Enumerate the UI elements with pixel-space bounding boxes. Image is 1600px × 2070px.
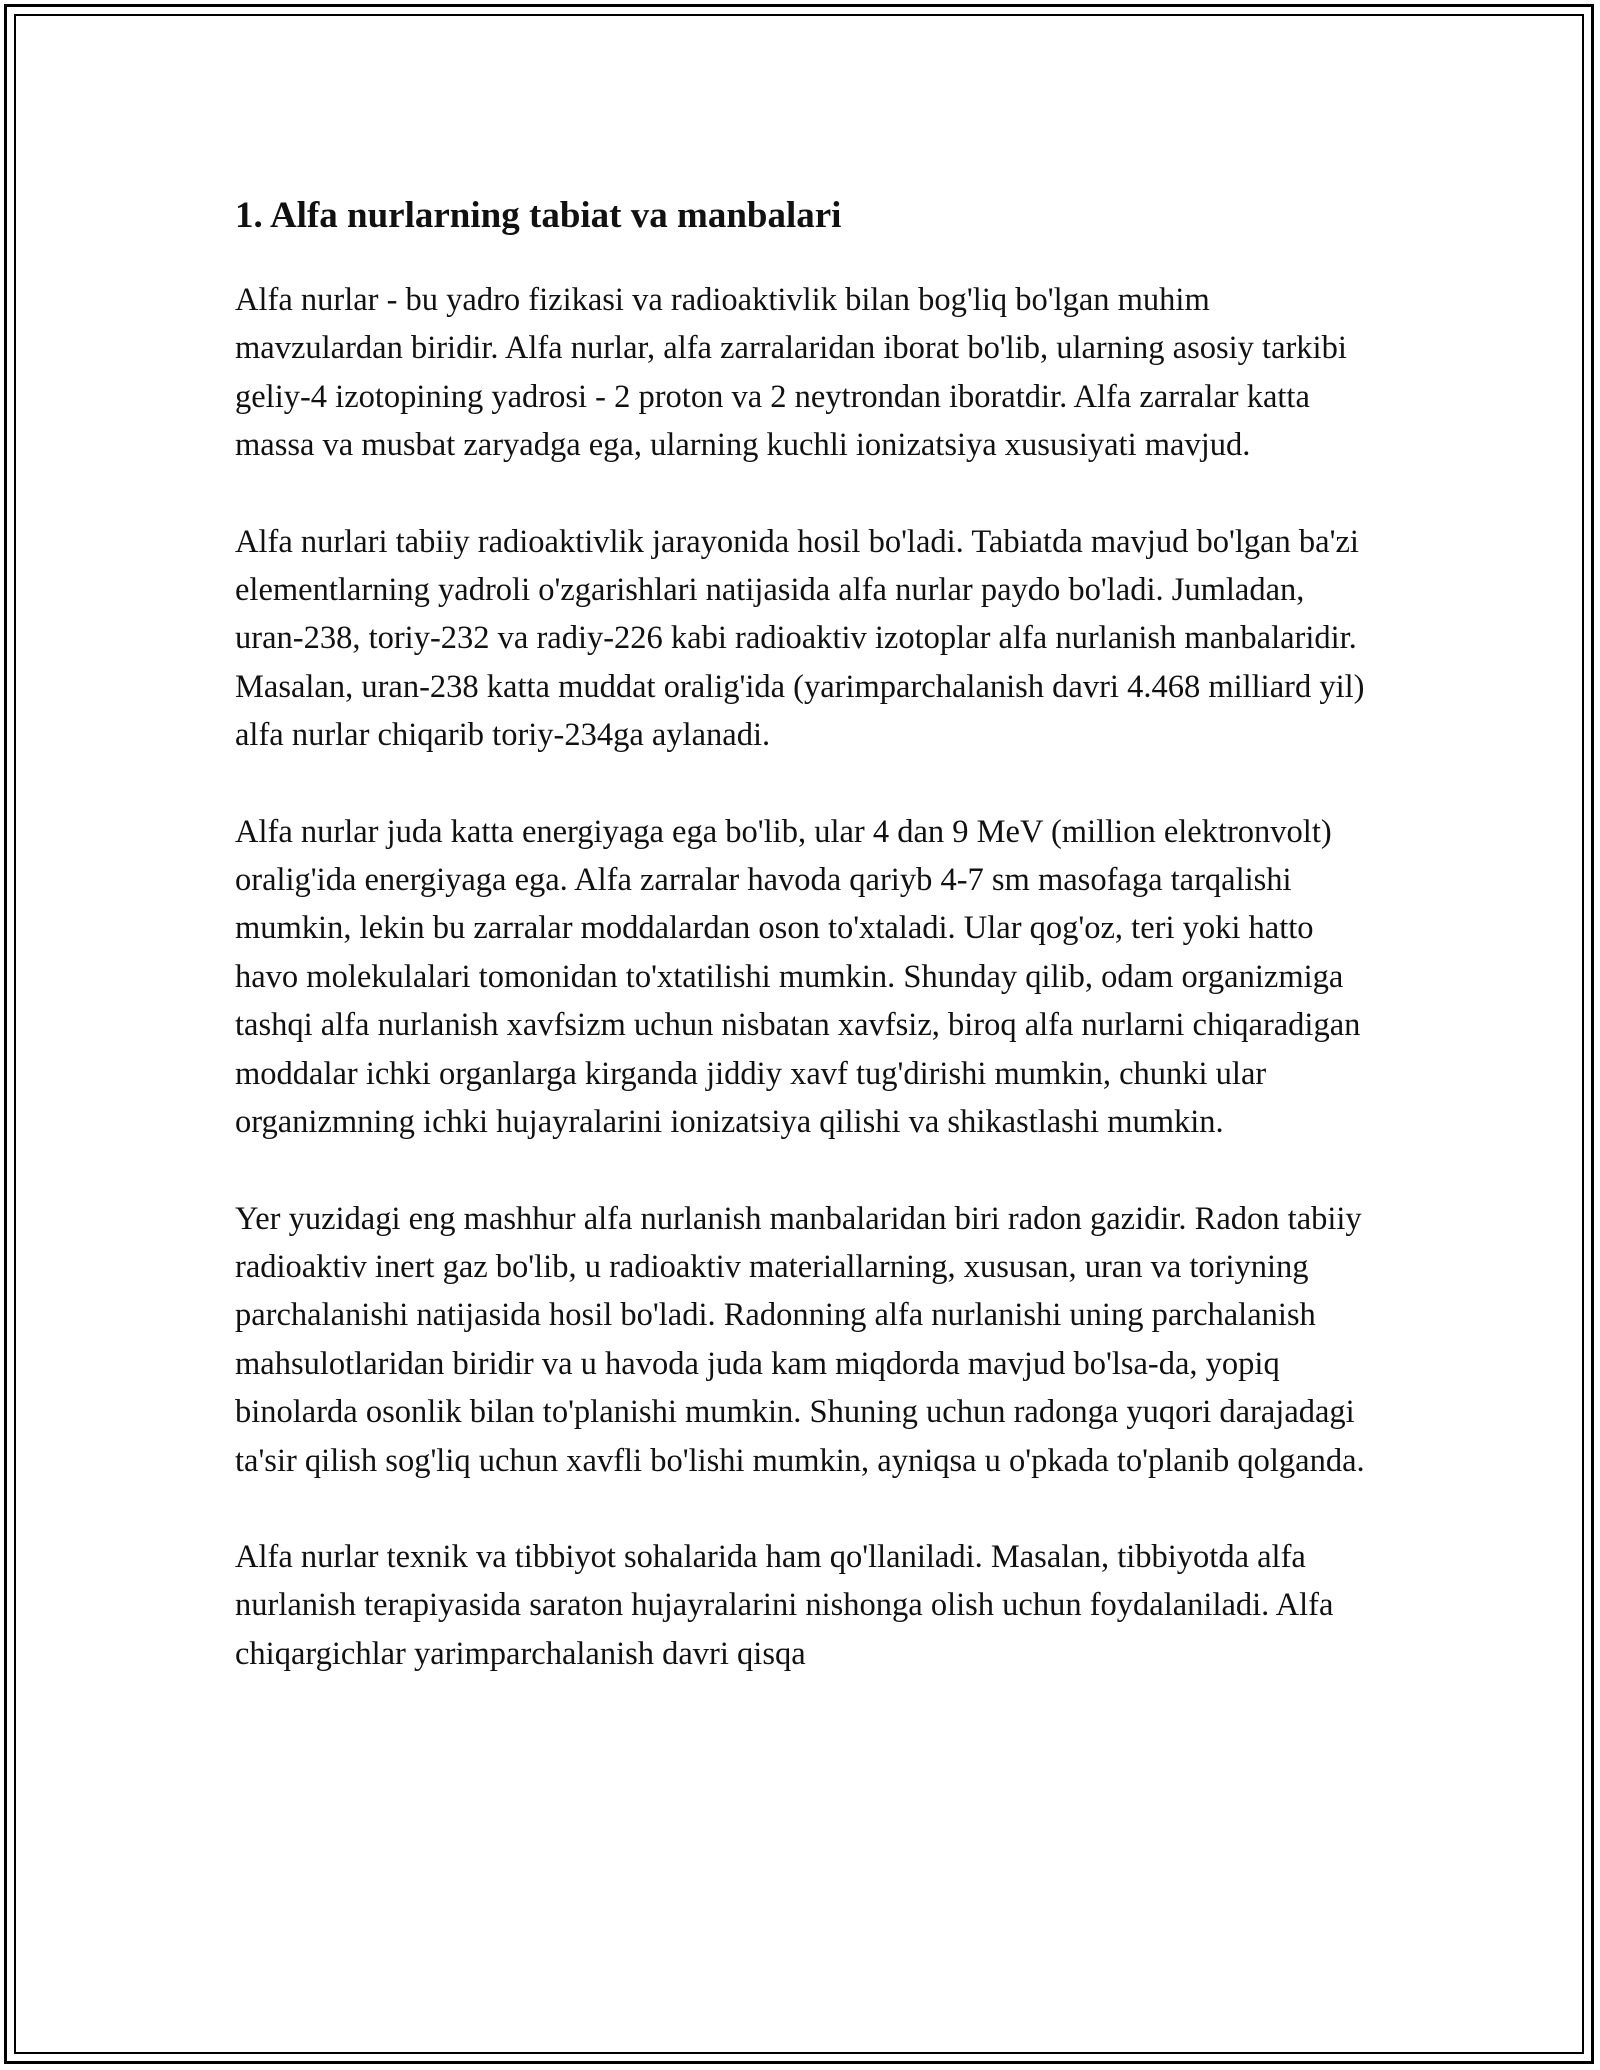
paragraph-5: Alfa nurlar texnik va tibbiyot sohalarida ham qo'llaniladi. Masalan, tibbiyotda alfa nurlanish terapiyasida saraton hujayralarini nishonga olish uchun foydalaniladi. Alfa chiqargichlar yarimparchalanish davri qisqa bbox=[235, 1538, 1334, 1672]
paragraph-1: Alfa nurlar - bu yadro fizikasi va radioaktivlik bilan bog'liq bo'lgan muhim mavzulardan biridir. Alfa nurlar, alfa zarralaridan iborat bo'lib, ularning asosiy tarkibi geliy-4 izotopining yadrosi - 2 proton va 2 neytrondan iboratdir. Alfa zarralar katta massa va musbat zaryadga ega, ularning kuchli ionizatsiya xususiyati mavjud. bbox=[235, 282, 1347, 464]
section-heading: 1. Alfa nurlarning tabiat va manbalari bbox=[235, 195, 842, 236]
paragraph-4: Yer yuzidagi eng mashhur alfa nurlanish manbalaridan biri radon gazidir. Radon tabiiy radioaktiv inert gaz bo'lib, u radioaktiv materiallarning, xususan, uran va toriyning parchalanishi natijasida hosil bo'ladi. Radonning alfa nurlanishi uning parchalanish mahsulotlaridan biridir va u havoda juda kam miqdorda mavjud bo'lsa-da, yopiq binolarda osonlik bilan to'planishi mumkin. Shuning uchun radonga yuqori darajadagi ta'sir qilish sog'liq uchun xavfli bo'lishi mumkin, ayniqsa u o'pkada to'planib qolganda. bbox=[235, 1200, 1365, 1479]
paragraph-3: Alfa nurlar juda katta energiyaga ega bo'lib, ular 4 dan 9 MeV (million elektronvolt) oralig'ida energiyaga ega. Alfa zarralar havoda qariyb 4-7 sm masofaga tarqalishi mumkin, lekin bu zarralar moddalardan oson to'xtaladi. Ular qog'oz, teri yoki hatto havo molekulalari tomonidan to'xtatilishi mumkin. Shunday qilib, odam organizmiga tashqi alfa nurlanish xavfsizm uchun nisbatan xavfsiz, biroq alfa nurlarni chiqaradigan moddalar ichki organlarga kirganda jiddiy xavf tug'dirishi mumkin, chunki ular organizmning ichki hujayralarini ionizatsiya qilishi va shikastlashi mumkin. bbox=[235, 813, 1361, 1141]
paragraph-2: Alfa nurlari tabiiy radioaktivlik jarayonida hosil bo'ladi. Tabiatda mavjud bo'lgan ba'zi elementlarning yadroli o'zgarishlari natijasida alfa nurlar paydo bo'ladi. Jumladan, uran-238, toriy-232 va radiy-226 kabi radioaktiv izotoplar alfa nurlanish manbalaridir. Masalan, uran-238 katta muddat oralig'ida (yarimparchalanish davri 4.468 milliard yil) alfa nurlar chiqarib toriy-234ga aylanadi. bbox=[235, 523, 1365, 754]
document-body bbox=[235, 188, 1365, 1726]
